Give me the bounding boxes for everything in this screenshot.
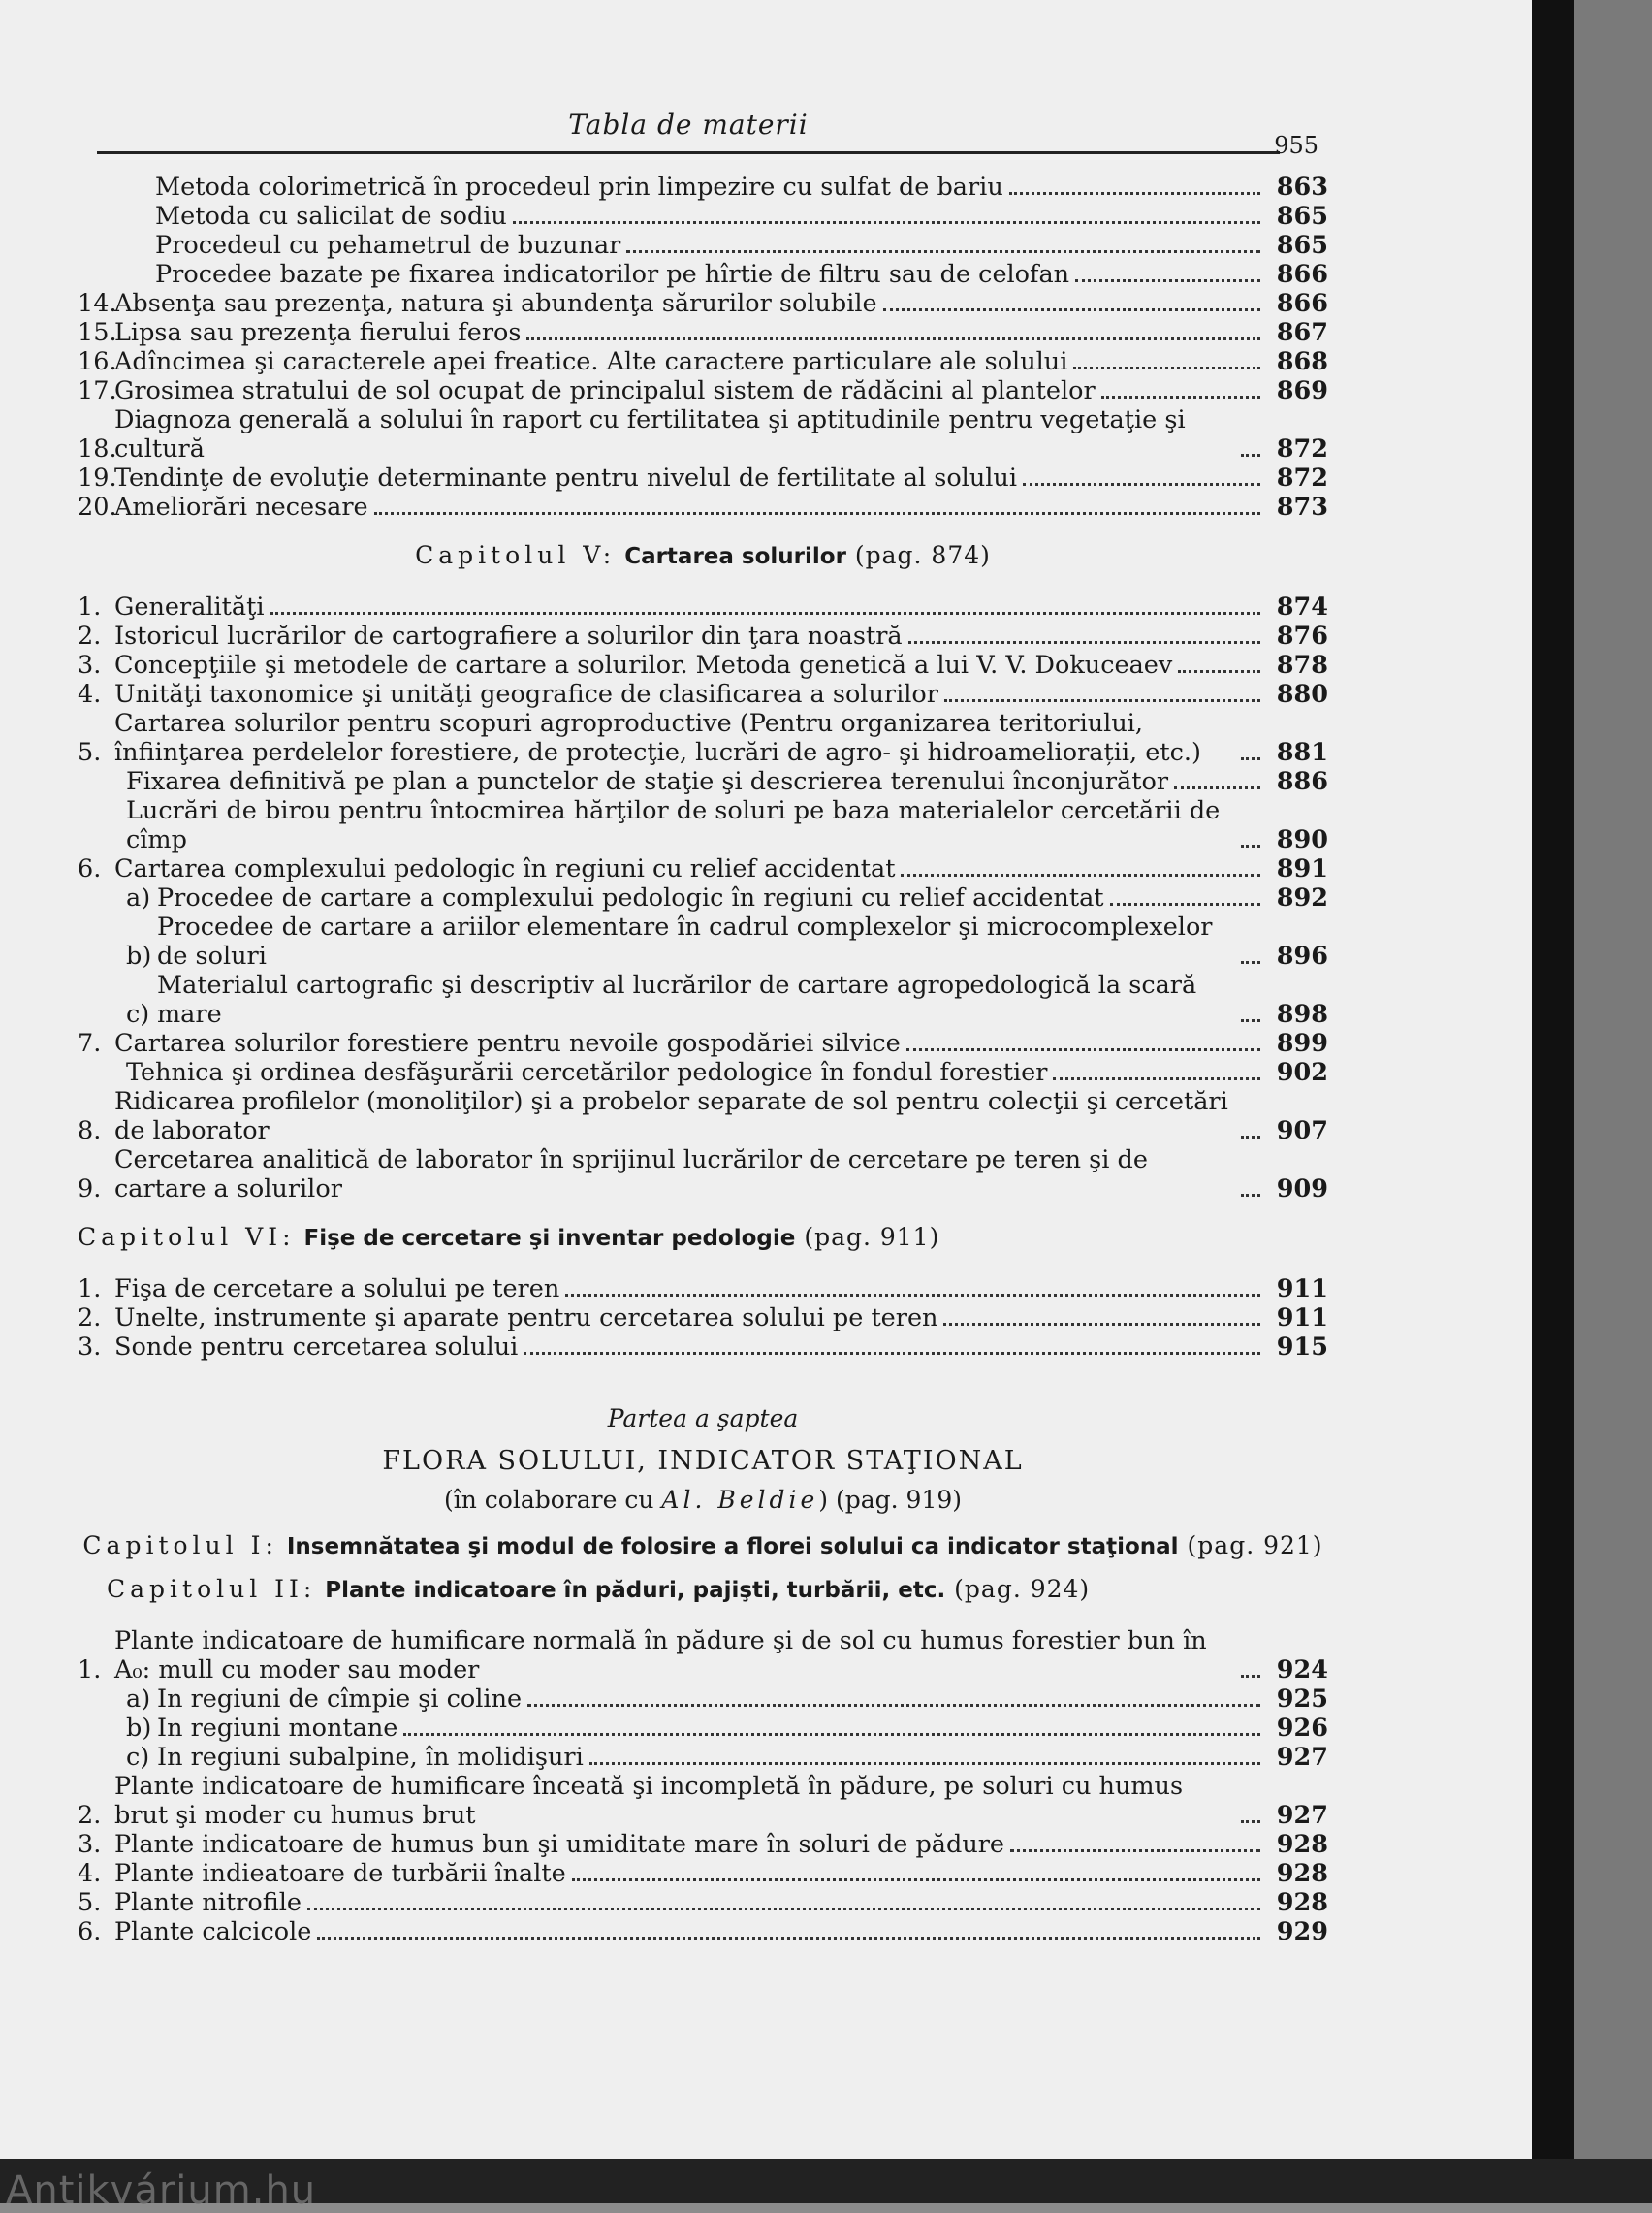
chapter-page-ref: (pag. 924) [954,1575,1091,1603]
leader-dots [1110,903,1260,906]
toc-entry-page: 896 [1276,942,1328,971]
toc-entry-page: 929 [1276,1917,1328,1946]
toc-entry-page: 926 [1276,1714,1328,1743]
toc-entry [78,796,1328,854]
leader-dots [524,1352,1260,1355]
chapter-heading-6 [78,1223,1328,1253]
leader-dots [374,512,1260,515]
toc-entry-title: In regiuni subalpine, în molidişuri [157,1743,584,1772]
toc-entry-number: c) [126,1743,150,1772]
toc-entry-title: Metoda cu salicilat de sodiu [155,202,507,231]
toc-entry-title: In regiuni montane [157,1714,398,1743]
toc-entry-number: 18. [78,434,117,464]
toc-entry-page: 881 [1276,738,1328,767]
toc-entry-number: 2. [78,1303,102,1332]
toc-entry-title: Procedee bazate pe fixarea indicatorilor pe hîrtie de filtru sau de celofan [155,260,1070,289]
toc-entry [78,1087,1328,1145]
toc-entry-number: 7. [78,1029,102,1058]
leader-dots [1241,1136,1260,1139]
toc-entry-number: 5. [78,738,102,767]
leader-dots [1073,367,1260,369]
toc-entry [78,202,1328,231]
toc-entry-page: 873 [1276,493,1328,522]
toc-entry-number: c) [126,1000,150,1029]
toc-entry-number: 19. [78,464,117,493]
toc-entry [78,318,1328,347]
leader-dots [901,874,1260,877]
toc-entry-page: 869 [1276,376,1328,405]
toc-entry-page: 898 [1276,1000,1328,1029]
leader-dots [626,250,1260,253]
toc-entry-number: 8. [78,1116,102,1145]
collab-prefix: (în colaborare cu [443,1486,654,1514]
toc-entry [78,1303,1328,1332]
leader-dots [1241,845,1260,848]
toc-entry-number: a) [126,1684,151,1714]
chapter-label: Capitolul II: [107,1575,317,1603]
background-surface [1574,0,1652,2203]
toc-entry-number: 1. [78,593,102,622]
toc-entry-title: Procedee de cartare a complexului pedologic în regiuni cu relief accidentat [157,883,1104,913]
toc-entry-title: Fixarea definitivă pe plan a punctelor de staţie şi descrierea terenului înconjurător [126,767,1169,796]
toc-entry-page: 927 [1276,1801,1328,1830]
toc-entry-title: Materialul cartografic şi descriptiv al lucrărilor de cartare agropedologică la scară mare [157,971,1197,1029]
toc-entry-page: 880 [1276,680,1328,709]
toc-entry-page: 865 [1276,231,1328,260]
toc-entry-number: 6. [78,854,102,883]
toc-entry-page: 928 [1276,1830,1328,1859]
toc-entry-page: 892 [1276,883,1328,913]
toc-entry-title: In regiuni de cîmpie şi coline [157,1684,523,1714]
leader-dots [565,1294,1260,1297]
toc-entry [78,289,1328,318]
toc-entry [78,1714,1328,1743]
toc-entry-title: Plante indicatoare de humificare înceată şi incompletă în pădure, pe soluri cu humus brut şi moder cu humus brut [114,1772,1184,1830]
watermark: Antikvárium.hu [6,2168,317,2213]
leader-dots [403,1733,1260,1736]
toc-entry-number: 15. [78,318,117,347]
leader-dots [1009,192,1260,195]
toc-entry [78,376,1328,405]
chapter-title: Fişe de cercetare şi inventar pedologie [303,1226,796,1251]
leader-dots [1241,454,1260,457]
table-of-contents [78,173,1328,1946]
toc-entry-title: Lucrări de birou pentru întocmirea hărţilor de soluri pe baza materialelor cercetării de cîmp [126,796,1221,854]
chapter-page-ref: (pag. 874) [854,541,991,569]
leader-dots [1075,279,1260,282]
leader-dots [526,337,1260,340]
leader-dots [944,699,1260,702]
toc-entry-title: Grosimea stratului de sol ocupat de principalul sistem de rădăcini al plantelor [114,376,1096,405]
toc-entry [78,1917,1328,1946]
toc-entry [78,464,1328,493]
toc-entry-number: 3. [78,1332,102,1362]
toc-entry-title: Cartarea complexului pedologic în regiuni cu relief accidentat [114,854,896,883]
leader-dots [906,1048,1260,1051]
toc-entry [78,1830,1328,1859]
leader-dots [943,1323,1260,1326]
leader-dots [1241,1019,1260,1022]
toc-entry-title: Cartarea solurilor forestiere pentru nevoile gospodăriei silvice [114,1029,901,1058]
leader-dots [589,1762,1260,1765]
page-header [97,105,1318,159]
toc-entry [78,1332,1328,1362]
toc-entry-page: 907 [1276,1116,1328,1145]
toc-entry-page: 863 [1276,173,1328,202]
toc-entry-number: 1. [78,1655,102,1684]
toc-entry-page: 915 [1276,1332,1328,1362]
toc-entry [78,493,1328,522]
toc-entry [78,1859,1328,1888]
toc-entry [78,1029,1328,1058]
toc-entry [78,260,1328,289]
toc-entry-title: Fişa de cercetare a solului pe teren [114,1274,560,1303]
leader-dots [572,1878,1260,1881]
toc-entry [78,680,1328,709]
toc-entry-page: 928 [1276,1888,1328,1917]
toc-entry-page: 872 [1276,434,1328,464]
toc-entry-title: Cartarea solurilor pentru scopuri agroproductive (Pentru organizarea teritoriului, înfiinţarea perdelelor forestiere, de protecţie, lucrări de agro- şi hidroameliorații, etc.) [114,709,1201,767]
toc-section-chapter4-end [78,173,1328,522]
toc-entry-page: 866 [1276,260,1328,289]
toc-entry-page: 927 [1276,1743,1328,1772]
toc-entry-page: 868 [1276,347,1328,376]
leader-dots [1241,1675,1260,1678]
toc-entry-title: Procedeul cu pehametrul de buzunar [155,231,621,260]
toc-entry-title: Plante indicatoare de humus bun şi umiditate mare în soluri de pădure [114,1830,1005,1859]
toc-entry-number: 3. [78,651,102,680]
toc-entry-page: 899 [1276,1029,1328,1058]
toc-entry-title: Absenţa sau prezenţa, natura şi abundenţa sărurilor solubile [114,289,877,318]
toc-entry-title: Concepţiile şi metodele de cartare a solurilor. Metoda genetică a lui V. V. Dokuceaev [114,651,1173,680]
toc-entry [78,709,1328,767]
toc-entry-title: Metoda colorimetrică în procedeul prin limpezire cu sulfat de bariu [155,173,1003,202]
toc-entry-title: Adîncimea şi caracterele apei freatice. Alte caractere particulare ale solului [114,347,1068,376]
toc-entry [78,405,1328,464]
chapter-page-ref: (pag. 911) [804,1223,940,1251]
toc-entry-number: 4. [78,1859,102,1888]
leader-dots [1241,1194,1260,1197]
toc-section-chapter2 [78,1626,1328,1946]
toc-entry [78,1145,1328,1203]
leader-dots [883,308,1260,311]
toc-entry [78,1772,1328,1830]
toc-entry [78,1888,1328,1917]
toc-entry-number: a) [126,883,151,913]
leader-dots [307,1908,1260,1910]
toc-entry [78,231,1328,260]
leader-dots [908,641,1260,644]
toc-section-chapter5 [78,593,1328,1203]
toc-entry-page: 928 [1276,1859,1328,1888]
part-collaboration [78,1486,1328,1514]
toc-entry-page: 878 [1276,651,1328,680]
toc-entry-number: 4. [78,680,102,709]
toc-entry-page: 890 [1276,825,1328,854]
toc-entry-number: 9. [78,1174,102,1203]
leader-dots [1241,757,1260,760]
part-title: FLORA SOLULUI, INDICATOR STAŢIONAL [382,1446,1024,1476]
toc-entry [78,854,1328,883]
toc-entry-number: 1. [78,1274,102,1303]
chapter-title: Cartarea solurilor [624,544,846,569]
toc-entry-title: Plante nitrofile [114,1888,302,1917]
toc-entry-number: 5. [78,1888,102,1917]
leader-dots [1241,1820,1260,1823]
toc-entry-page: 876 [1276,622,1328,651]
toc-entry [78,173,1328,202]
leader-dots [1241,961,1260,964]
toc-entry-page: 865 [1276,202,1328,231]
toc-entry-number: 17. [78,376,117,405]
toc-entry-number: 6. [78,1917,102,1946]
leader-dots [270,612,1260,615]
toc-entry [78,971,1328,1029]
toc-entry-title: Unelte, instrumente şi aparate pentru cercetarea solului pe teren [114,1303,938,1332]
collab-author: Al. Beldie [661,1486,819,1514]
toc-entry [78,622,1328,651]
chapter-heading-1 [78,1531,1328,1561]
chapter-page-ref: (pag. 921) [1187,1531,1323,1559]
toc-entry [78,1058,1328,1087]
toc-entry-number: b) [126,942,152,971]
toc-entry-title: Plante calcicole [114,1917,312,1946]
toc-section-chapter6 [78,1274,1328,1362]
toc-entry-page: 924 [1276,1655,1328,1684]
toc-entry [78,1626,1328,1684]
toc-entry-title: Plante indieatoare de turbării înalte [114,1859,566,1888]
toc-entry-number: 20. [78,493,117,522]
leader-dots [317,1937,1260,1940]
toc-entry-page: 925 [1276,1684,1328,1714]
toc-entry-title: Ameliorări necesare [114,493,368,522]
toc-entry-number: 2. [78,1801,102,1830]
header-title: Tabla de materii [568,109,809,141]
toc-entry [78,1274,1328,1303]
toc-entry-number: 2. [78,622,102,651]
leader-dots [1023,483,1260,486]
leader-dots [527,1704,1260,1707]
toc-entry-page: 911 [1276,1303,1328,1332]
toc-entry-number: b) [126,1714,152,1743]
toc-entry-number: 16. [78,347,117,376]
leader-dots [1174,786,1260,789]
part-label: Partea a şaptea [607,1404,799,1432]
toc-entry-title: Generalităţi [114,593,265,622]
toc-entry [78,883,1328,913]
chapter-label: Capitolul I: [82,1531,278,1559]
toc-entry-title: Ridicarea profilelor (monoliţilor) şi a probelor separate de sol pentru colecţii şi cercetări de laborator [114,1087,1228,1145]
toc-entry-title: Istoricul lucrărilor de cartografiere a solurilor din ţara noastră [114,622,903,651]
chapter-heading-5 [78,541,1328,571]
toc-entry-title: Diagnoza generală a solului în raport cu fertilitatea şi aptitudinile pentru vegetaţie şi cultură [114,405,1186,464]
toc-entry-number: 3. [78,1830,102,1859]
toc-entry-page: 909 [1276,1174,1328,1203]
toc-entry [78,593,1328,622]
chapter-label: Capitolul VI: [78,1223,296,1251]
toc-entry-title: Sonde pentru cercetarea solului [114,1332,519,1362]
toc-entry [78,1684,1328,1714]
toc-entry-number: 14. [78,289,117,318]
toc-entry-page: 866 [1276,289,1328,318]
leader-dots [1053,1077,1260,1080]
leader-dots [1101,396,1260,399]
toc-entry-title: Cercetarea analitică de laborator în sprijinul lucrărilor de cercetare pe teren şi de cartare a solurilor [114,1145,1148,1203]
toc-entry [78,347,1328,376]
toc-entry-page: 891 [1276,854,1328,883]
leader-dots [1178,670,1260,673]
toc-entry-title: Tendinţe de evoluţie determinante pentru nivelul de fertilitate al solului [114,464,1017,493]
toc-entry-title: Tehnica şi ordinea desfăşurării cercetărilor pedologice în fondul forestier [126,1058,1048,1087]
toc-entry-page: 867 [1276,318,1328,347]
page-number: 955 [1274,132,1318,159]
leader-dots [1010,1849,1260,1852]
chapter-label: Capitolul V: [415,541,617,569]
toc-entry-page: 911 [1276,1274,1328,1303]
chapter-title: Plante indicatoare în păduri, pajişti, turbării, etc. [325,1578,946,1603]
toc-entry-title: Plante indicatoare de humificare normală în pădure şi de sol cu humus forestier bun în A₀: mull cu moder sau moder [114,1626,1207,1684]
chapter-heading-2 [107,1575,1328,1605]
toc-entry [78,913,1328,971]
toc-entry [78,651,1328,680]
toc-entry-title: Lipsa sau prezenţa fierului feros [114,318,522,347]
book-spine-shadow [1532,0,1574,2203]
collab-suffix: ) (pag. 919) [818,1486,963,1514]
leader-dots [513,221,1260,224]
toc-entry [78,767,1328,796]
toc-entry-page: 872 [1276,464,1328,493]
toc-entry-title: Unităţi taxonomice şi unităţi geografice de clasificarea a solurilor [114,680,938,709]
toc-entry [78,1743,1328,1772]
toc-entry-title: Procedee de cartare a ariilor elementare în cadrul complexelor şi microcomplexelor de soluri [157,913,1213,971]
toc-entry-page: 886 [1276,767,1328,796]
toc-entry-page: 902 [1276,1058,1328,1087]
toc-entry-page: 874 [1276,593,1328,622]
chapter-title: Insemnătatea şi modul de folosire a florei solului ca indicator staţional [286,1534,1179,1559]
